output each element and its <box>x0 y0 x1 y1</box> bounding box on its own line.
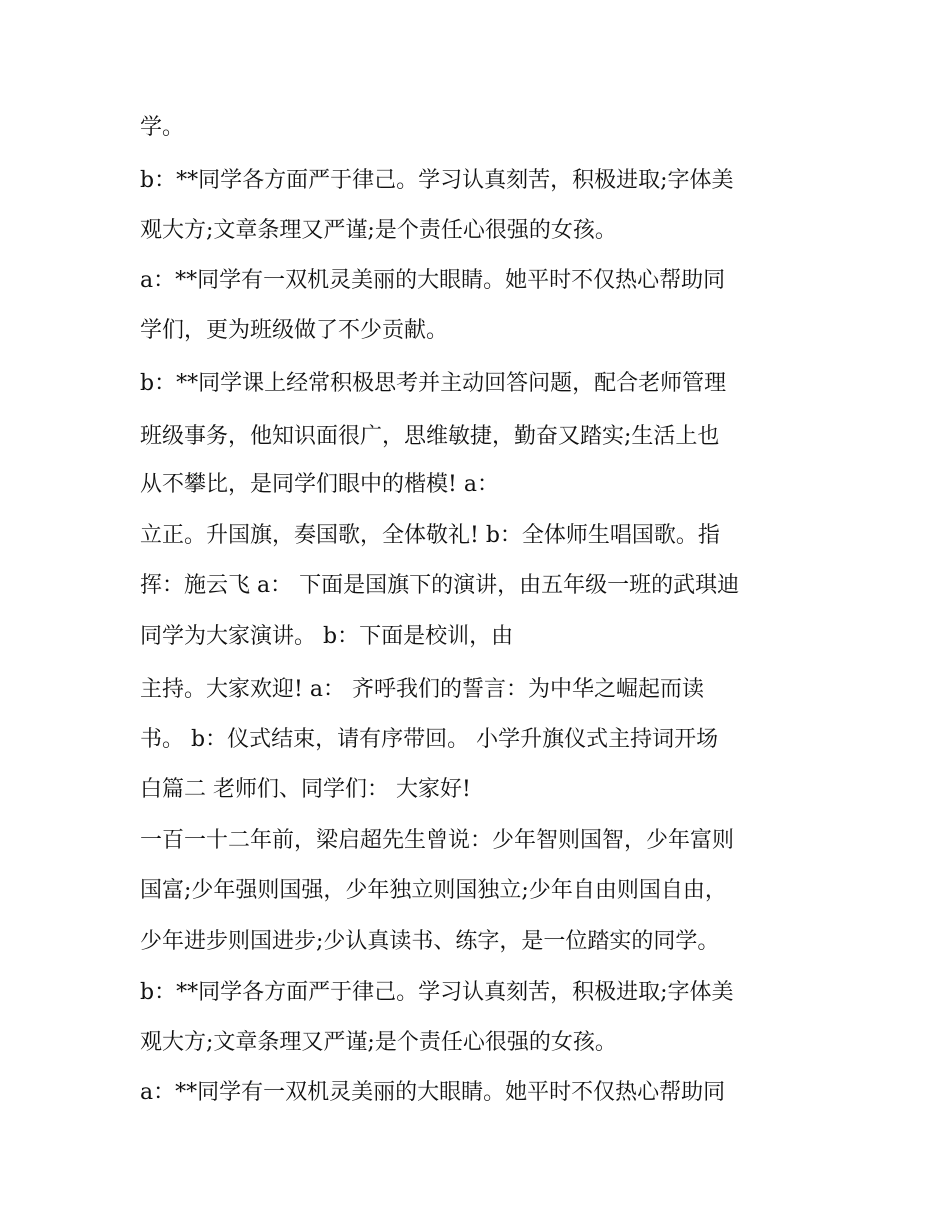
text-line: 同学为大家演讲。 b：下面是校训，由 <box>140 624 514 649</box>
text-line: 学。 <box>140 115 185 140</box>
text-line: 立正。升国旗，奏国歌，全体敬礼! b：全体师生唱国歌。指 <box>140 523 720 548</box>
text-line: 挥：施云飞 a： 下面是国旗下的演讲，由五年级一班的武琪迪 <box>140 573 740 598</box>
text-line: 从不攀比，是同学们眼中的楷模! a： <box>140 472 499 497</box>
text-line: 国富;少年强则国强，少年独立则国独立;少年自由则国自由， <box>140 878 727 903</box>
text-line: 学们，更为班级做了不少贡献。 <box>140 318 449 343</box>
text-line: 观大方;文章条理又严谨;是个责任心很强的女孩。 <box>140 218 617 243</box>
text-line: a：**同学有一双机灵美丽的大眼睛。她平时不仅热心帮助同 <box>140 268 726 293</box>
text-line: 观大方;文章条理又严谨;是个责任心很强的女孩。 <box>140 1030 617 1055</box>
text-line: 班级事务，他知识面很广，思维敏捷，勤奋又踏实;生活上也 <box>140 424 720 449</box>
text-line: 书。 b：仪式结束，请有序带回。 小学升旗仪式主持词开场 <box>140 727 719 752</box>
text-line: 一百一十二年前，梁启超先生曾说：少年智则国智，少年富则 <box>140 828 735 853</box>
text-line: b：**同学课上经常积极思考并主动回答问题，配合老师管理 <box>140 371 727 396</box>
text-line: 白篇二 老师们、同学们： 大家好! <box>140 777 471 802</box>
text-line: 主持。大家欢迎! a： 齐呼我们的誓言：为中华之崛起而读 <box>140 677 704 702</box>
text-line: b：**同学各方面严于律己。学习认真刻苦，积极进取;字体美 <box>140 980 734 1005</box>
text-line: a：**同学有一双机灵美丽的大眼睛。她平时不仅热心帮助同 <box>140 1080 726 1105</box>
text-line: b：**同学各方面严于律己。学习认真刻苦，积极进取;字体美 <box>140 168 734 193</box>
text-line: 少年进步则国进步;少认真读书、练字，是一位踏实的同学。 <box>140 929 720 954</box>
